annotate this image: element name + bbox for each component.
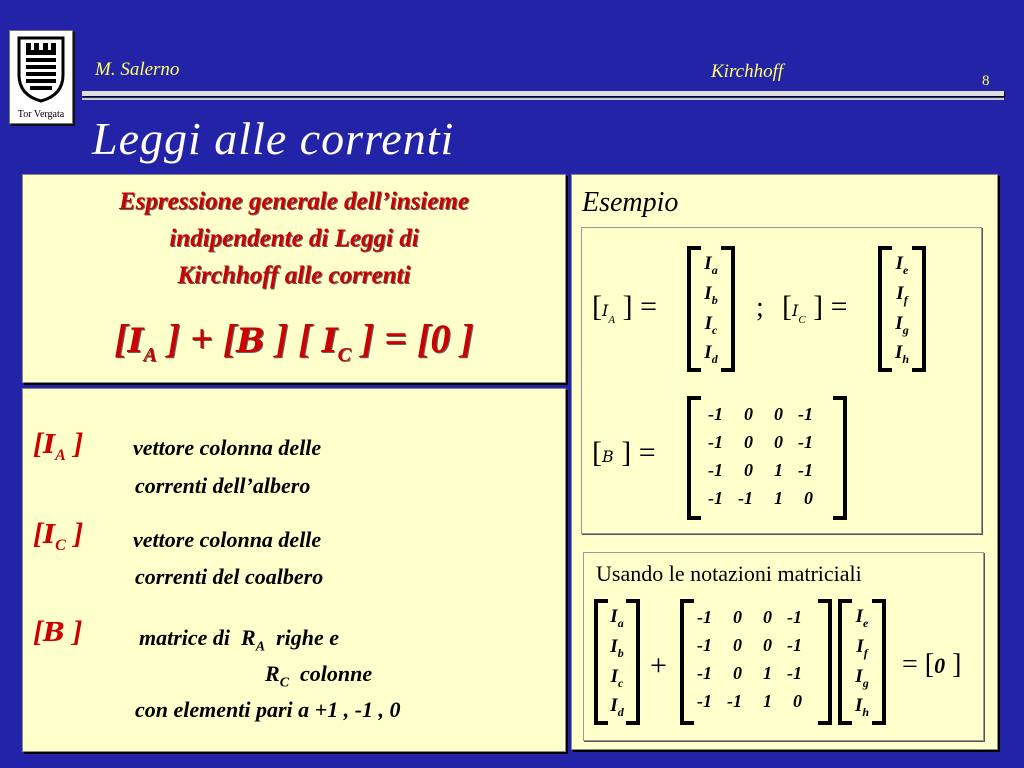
b-def-rsub: A [255, 639, 266, 655]
ic-entry: $I_e$ [895, 253, 909, 277]
ic-label-letter: I [792, 301, 799, 320]
ic-label: [$I_C$ ] = [782, 290, 848, 326]
matrix-row [686, 631, 806, 659]
slide-title: Leggi alle correnti [92, 113, 455, 164]
notation-ic-entry: $I_h$ [854, 695, 870, 720]
general-equation: [$I_A$ ] + [B ] [ $I_C$ ] = [0 ] [114, 316, 474, 366]
matrix-cell: -1 [708, 431, 723, 452]
equals-sign: = [384, 316, 408, 361]
matrix-cell: -1 [708, 459, 723, 480]
matrix-cell: 0 [744, 459, 753, 480]
matrix-cell: 1 [774, 487, 783, 508]
matrix-cell: 0 [733, 634, 742, 655]
matrix-cell: -1 [798, 403, 813, 424]
matrix-cell: -1 [787, 634, 802, 655]
ic-symbol: I [321, 321, 338, 361]
ic-equals: = [830, 290, 848, 323]
b-def-letter: B [43, 618, 65, 648]
b-def-symbol: [B ] [33, 615, 83, 648]
matrix-row [686, 687, 806, 715]
notation-result: = [0 ] [902, 649, 962, 680]
ia-symbol: I [127, 321, 144, 361]
ic-vector-entries [878, 252, 926, 371]
ia-def-sub: A [55, 447, 66, 464]
matrix-cell: 0 [744, 403, 753, 424]
b-label: [B ] = [592, 436, 656, 469]
heading-line-2: indipendente di Leggi di [169, 225, 419, 252]
ic-entry: $I_h$ [894, 342, 910, 367]
matrix-cell: 1 [763, 690, 772, 711]
ic-entry: $I_g$ [895, 312, 909, 337]
matrix-cell: -1 [697, 606, 712, 627]
heading-line-1: Espressione generale dell’insieme [119, 188, 469, 215]
ia-def-line-1: vettore colonna delle [133, 435, 322, 460]
matrix-cell: 0 [774, 431, 783, 452]
matrix-cell: -1 [798, 431, 813, 452]
notation-ic-entry: $I_e$ [855, 606, 869, 630]
notation-zero: 0 [934, 653, 946, 678]
university-logo [9, 30, 73, 124]
b-def-line-1 [139, 625, 339, 655]
matrix-cell: 0 [763, 606, 772, 627]
matrix-cell: 0 [733, 606, 742, 627]
b-def-prefix: matrice di [139, 625, 231, 650]
b-label-letter: B [602, 447, 614, 466]
matrix-cell: -1 [738, 487, 753, 508]
matrix-cell: -1 [787, 606, 802, 627]
matrix-cell: 0 [744, 431, 753, 452]
b-def-rcsub: C [279, 675, 290, 691]
ia-vector [687, 246, 735, 372]
ic-entry: $I_f$ [896, 282, 908, 307]
matrix-row [686, 603, 806, 631]
matrix-cell: -1 [708, 403, 723, 424]
logo-caption: Tor Vergata [17, 109, 65, 120]
b-def-rc: R [265, 661, 280, 686]
matrix-notation-heading: Usando le notazioni matriciali [596, 561, 862, 586]
matrix-cell: -1 [727, 690, 742, 711]
ia-subscript: A [143, 344, 157, 366]
tower-shield-icon [16, 35, 66, 103]
ic-subscript: C [337, 344, 351, 366]
matrix-cell: -1 [697, 690, 712, 711]
matrix-cell: 1 [774, 459, 783, 480]
ia-def-symbol: [$I_A$ ] [33, 427, 84, 464]
notation-ia-entry: $I_a$ [610, 606, 624, 630]
example-definitions-box [581, 227, 982, 534]
ic-def-symbol: [$I_C$ ] [33, 517, 84, 554]
b-equals: = [638, 436, 656, 469]
matrix-row [697, 428, 817, 456]
general-expression-panel [22, 174, 566, 383]
page-number: 8 [982, 73, 990, 89]
notation-ia-vector [594, 599, 640, 725]
general-expression-heading [23, 183, 565, 294]
ia-label-sub: A [608, 314, 616, 326]
ia-def-line-2: correnti dell’albero [135, 473, 311, 498]
header-divider [82, 91, 1004, 96]
matrix-row [697, 456, 817, 484]
header-divider-thin [82, 98, 1004, 100]
topic-label: Kirchhoff [711, 61, 784, 82]
b-def-line-3: con elementi pari a +1 , -1 , 0 [135, 697, 401, 722]
notation-b-right-bracket [818, 599, 832, 725]
plus-sign: + [190, 316, 213, 361]
example-heading: Esempio [582, 187, 679, 218]
b-def-suffix: righe e [276, 625, 340, 650]
ia-def-letter: I [43, 430, 56, 460]
notation-ic-entries [838, 605, 886, 724]
notation-equals: = [902, 649, 918, 680]
ia-entry: $I_d$ [704, 342, 718, 367]
notation-plus: + [650, 649, 667, 682]
ia-entry: $I_c$ [704, 312, 718, 337]
matrix-cell: 0 [763, 634, 772, 655]
matrix-row [686, 659, 806, 687]
author-name: M. Salerno [95, 59, 180, 80]
zero-vector: 0 [430, 316, 451, 361]
ic-def-letter: I [43, 520, 56, 550]
matrix-cell: 0 [733, 662, 742, 683]
ia-vector-entries [687, 252, 735, 371]
ia-label: [$I_A$ ] = [592, 290, 657, 326]
ia-equals: = [640, 290, 657, 323]
notation-ic-vector [838, 599, 886, 725]
heading-line-3: Kirchhoff alle correnti [177, 262, 411, 289]
ic-vector [878, 246, 926, 372]
ic-label-sub: C [798, 314, 806, 326]
ic-def-line-2: correnti del coalbero [135, 564, 324, 589]
ia-entry: $I_b$ [704, 282, 718, 307]
matrix-cell: -1 [798, 459, 813, 480]
matrix-cell: -1 [697, 662, 712, 683]
b-def-r: R [241, 625, 256, 650]
notation-b-matrix [680, 599, 832, 725]
matrix-cell: 0 [774, 403, 783, 424]
ia-label-letter: I [602, 301, 609, 320]
ic-def-line-1: vettore colonna delle [133, 527, 322, 552]
notation-ic-entry: $I_f$ [856, 635, 868, 660]
matrix-cell: 0 [804, 487, 813, 508]
matrix-notation-box [583, 552, 984, 741]
definitions-panel [22, 388, 566, 752]
b-def-columns: colonne [300, 661, 373, 686]
b-def-line-2 [265, 661, 372, 691]
b-symbol: B [236, 321, 266, 361]
notation-ia-entry: $I_b$ [610, 635, 624, 660]
b-matrix-table [697, 400, 817, 512]
notation-ic-entry: $I_g$ [855, 665, 869, 690]
matrix-cell: -1 [708, 487, 723, 508]
vector-separator: ; [756, 292, 764, 323]
notation-ia-entry: $I_c$ [610, 665, 624, 690]
notation-ia-entries [594, 605, 640, 724]
matrix-cell: 1 [763, 662, 772, 683]
notation-b-matrix-table [686, 603, 806, 715]
notation-ia-entry: $I_d$ [610, 695, 624, 720]
matrix-cell: 0 [793, 690, 802, 711]
b-matrix-right-bracket [833, 396, 847, 520]
matrix-row [697, 484, 817, 512]
matrix-row [697, 400, 817, 428]
ia-entry: $I_a$ [704, 253, 718, 277]
matrix-cell: -1 [787, 662, 802, 683]
matrix-cell: -1 [697, 634, 712, 655]
b-matrix [687, 396, 847, 520]
ic-def-sub: C [55, 537, 66, 554]
